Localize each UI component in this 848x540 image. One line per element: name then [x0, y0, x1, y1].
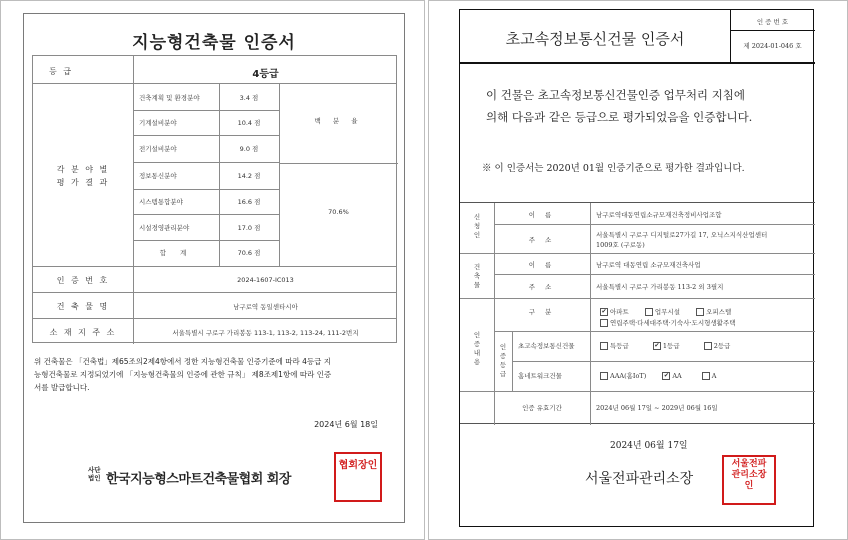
right-certificate-pane — [428, 0, 848, 540]
eval-row-score: 9.0 점 — [239, 145, 259, 153]
right-certificate-title: 초고속정보통신건물 인증서 — [505, 30, 685, 48]
checkbox — [704, 342, 712, 350]
issue-date: 2024년 6월 18일 — [314, 420, 378, 429]
eval-row-score: 16.6 점 — [237, 198, 261, 206]
cert-content-label: 인증내용 — [473, 331, 481, 366]
total-label: 합 계 — [159, 249, 193, 257]
address-value: 서울특별시 구로구 가리봉동 113-1, 113-2, 113-24, 111-2번지 — [172, 329, 359, 337]
high-speed-label: 초고속정보통신건물 — [518, 342, 575, 350]
category-option: 업무시설 — [654, 308, 681, 316]
category-option: 연립주택·다세대주택·기숙사·도시형생활주택 — [610, 319, 736, 327]
applicant-label: 신청인 — [473, 213, 481, 239]
category-label: 구 분 — [528, 308, 556, 316]
left-certificate-title: 지능형건축물 인증서 — [132, 33, 296, 53]
org-prefix-line: 사단 — [88, 466, 101, 474]
cert-number-value: 2024-1607-IC013 — [237, 276, 294, 284]
eval-row-name: 전기설비분야 — [139, 145, 177, 153]
org-prefix — [88, 466, 101, 482]
eval-row-name: 시설경영관리분야 — [139, 224, 190, 232]
building-label: 건축물 — [473, 263, 481, 289]
eval-row-name: 시스템통합분야 — [139, 198, 183, 206]
applicant-address-label: 주 소 — [528, 236, 556, 244]
checkbox — [645, 308, 653, 316]
statement-line: 이 건물은 초고속정보통신건물인증 업무처리 지침에 — [486, 88, 746, 102]
address-label: 소 재 지 주 소 — [49, 328, 117, 337]
cert-number-label: 인 증 번 호 — [56, 276, 110, 285]
statement-line: 능형건축물로 지정되었기에 「지능형건축물의 인증에 관한 규칙」 제8조제1항에 따라 인증 — [34, 370, 332, 379]
issuer-name: 서울전파관리소장 — [585, 471, 694, 487]
checkbox — [696, 308, 704, 316]
grade-value: 4등급 — [252, 69, 279, 80]
left-certificate-frame — [23, 13, 405, 523]
validity-value: 2024년 06월 17일 ~ 2029년 06월 16일 — [596, 404, 718, 412]
building-name: 남구로역 대동연립 소규모재건축사업 — [596, 261, 701, 269]
checkbox-checked: ✔ — [663, 372, 669, 379]
checkbox-checked: ✔ — [601, 308, 607, 315]
issuer-name: 한국지능형스마트건축물협회 회장 — [106, 472, 291, 487]
home-network-label: 홈네트워크건물 — [518, 372, 562, 380]
eval-label-line1: 각 분 야 별 — [56, 165, 110, 174]
eval-row-score: 10.4 점 — [237, 119, 261, 127]
building-name-label: 이 름 — [528, 261, 556, 269]
eval-label-line2: 평 가 결 과 — [56, 178, 110, 187]
checkbox — [600, 372, 608, 380]
eval-row-score: 3.4 점 — [239, 94, 259, 102]
grade-option: 특등급 — [610, 342, 629, 350]
info-table — [460, 202, 815, 424]
right-certificate-frame — [459, 9, 814, 527]
seal-text: 협회장인 — [338, 460, 378, 471]
applicant-name: 남구로역대동연립소규모재건축정비사업조합 — [596, 211, 722, 219]
statement-line: 서를 발급합니다. — [34, 383, 90, 392]
category-options — [600, 307, 731, 316]
eval-row-name: 건축계획 및 환경분야 — [139, 94, 200, 102]
building-name-value: 남구로역 동일센타시아 — [233, 303, 298, 311]
grade-option: 1등급 — [662, 342, 680, 350]
eval-row-score: 17.0 점 — [237, 224, 261, 232]
grade-option: AA — [672, 372, 682, 380]
evaluation-table — [32, 55, 397, 343]
category-option: 아파트 — [610, 308, 629, 316]
cert-number-value: 제 2024-01-046 호 — [743, 42, 802, 50]
eval-row-name: 정보통신분야 — [139, 172, 177, 180]
standard-note: ※ 이 인증서는 2020년 01월 인증기준으로 평가한 결과입니다. — [482, 163, 745, 174]
checkbox-checked: ✔ — [654, 342, 660, 349]
statement-line: 의해 다음과 같은 등급으로 평가되었음을 인증합니다. — [486, 110, 753, 124]
applicant-address — [596, 230, 767, 250]
home-network-options — [600, 371, 717, 380]
eval-row-score: 14.2 점 — [237, 172, 261, 180]
grade-option: AAA(홈IoT) — [610, 372, 647, 380]
applicant-name-label: 이 름 — [528, 211, 556, 219]
association-seal — [334, 452, 382, 502]
eval-row-name: 기계설비분야 — [139, 119, 177, 127]
grade-option: 2등급 — [713, 342, 731, 350]
percent-label: 백 분 율 — [314, 117, 363, 125]
office-seal — [722, 455, 776, 505]
checkbox — [600, 342, 608, 350]
validity-label: 인증 유효기간 — [522, 404, 562, 412]
percent-value: 70.6% — [328, 208, 349, 216]
grade-label: 등 급 — [49, 67, 73, 76]
certification-statement — [486, 84, 752, 128]
building-name-label: 건 축 물 명 — [56, 302, 110, 311]
grade-option: A — [711, 372, 717, 380]
issue-date: 2024년 06월 17일 — [610, 441, 688, 451]
org-prefix-line: 법인 — [88, 474, 101, 482]
cert-number-label: 인 증 번 호 — [756, 18, 789, 26]
seal-text: 서울전파관리소장인 — [731, 459, 767, 491]
certification-statement — [34, 355, 331, 394]
grade-sub-label: 인증등급 — [499, 343, 507, 378]
high-speed-options — [600, 341, 730, 350]
building-address-label: 주 소 — [528, 283, 556, 291]
total-score: 70.6 점 — [237, 249, 261, 257]
building-address: 서울특별시 구로구 가리봉동 113-2 외 3필지 — [596, 283, 724, 291]
address-line: 1009호 (구로동) — [596, 241, 645, 249]
address-line: 서울특별시 구로구 디지털로27가길 17, 오닉스지식산업센터 — [596, 231, 768, 239]
category-options-2 — [600, 318, 736, 327]
checkbox — [600, 319, 608, 327]
checkbox — [702, 372, 710, 380]
statement-line: 위 건축물은 「건축법」제65조의2제4항에서 정한 지능형건축물 인증기준에 따라 4등급 지 — [34, 357, 332, 366]
category-option: 오피스텔 — [706, 308, 732, 316]
